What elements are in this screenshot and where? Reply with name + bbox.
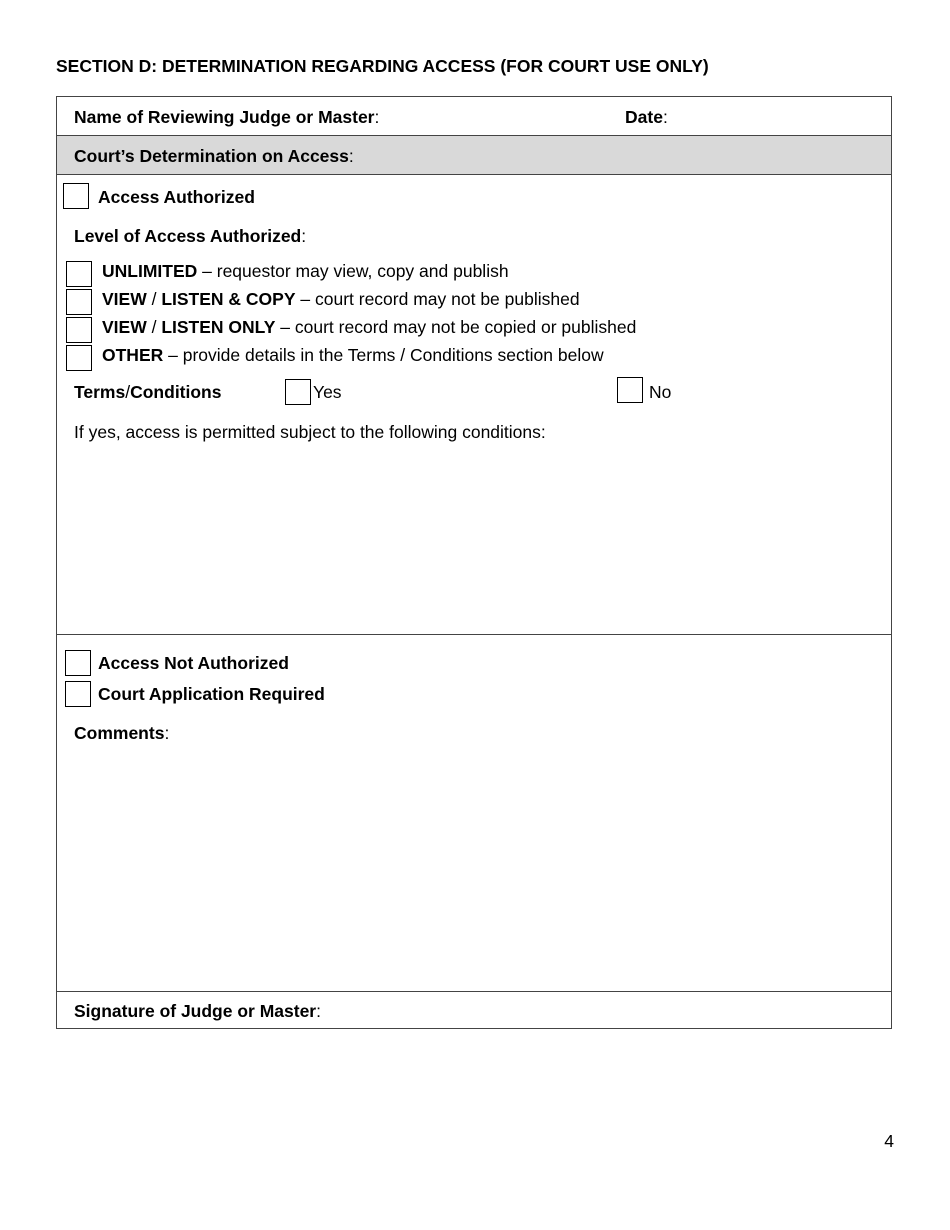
access-determination-form — [56, 96, 892, 1029]
level-of-access-heading — [74, 225, 306, 247]
conditions-entry-area[interactable] — [63, 449, 883, 629]
terms-no-checkbox[interactable] — [617, 377, 643, 403]
divider — [57, 135, 891, 136]
determination-label-wrap — [74, 145, 354, 167]
court-application-checkbox[interactable] — [65, 681, 91, 707]
unlimited-checkbox[interactable] — [66, 261, 92, 287]
colon: : — [374, 107, 380, 127]
date-field-label — [625, 106, 668, 128]
terms-conditions-label — [74, 381, 221, 403]
other-option — [102, 344, 604, 366]
divider — [57, 634, 891, 635]
conditions-label: Conditions — [130, 382, 222, 402]
date-label: Date — [625, 107, 663, 127]
divider — [57, 991, 891, 992]
signature-field-label — [74, 1000, 321, 1022]
access-not-authorized-label: Access Not Authorized — [98, 653, 289, 673]
view-listen-copy-option — [102, 288, 580, 310]
option-keyword: LISTEN & COPY — [161, 289, 296, 309]
option-description: – provide details in the Terms / Conditions section below — [163, 345, 604, 365]
view-listen-only-option — [102, 316, 636, 338]
option-keyword: LISTEN ONLY — [161, 317, 276, 337]
access-authorized-label: Access Authorized — [98, 187, 255, 207]
option-separator: / — [146, 289, 162, 309]
terms-label: Terms — [74, 382, 126, 402]
terms-no-label: No — [649, 382, 672, 402]
colon: : — [164, 723, 170, 743]
option-keyword: OTHER — [102, 345, 164, 365]
section-title: SECTION D: DETERMINATION REGARDING ACCESS (FOR COURT USE ONLY) — [56, 56, 709, 76]
colon: : — [348, 146, 354, 166]
divider — [57, 174, 891, 175]
access-not-authorized-checkbox[interactable] — [65, 650, 91, 676]
level-of-access-label: Level of Access Authorized — [74, 226, 302, 246]
view-listen-only-checkbox[interactable] — [66, 317, 92, 343]
view-listen-copy-checkbox[interactable] — [66, 289, 92, 315]
determination-label: Court’s Determination on Access — [74, 146, 349, 166]
terms-separator: / — [125, 382, 131, 402]
judge-name-field-label — [74, 106, 379, 128]
signature-label: Signature of Judge or Master — [74, 1001, 317, 1021]
page-number: 4 — [884, 1131, 894, 1151]
option-keyword: UNLIMITED — [102, 261, 198, 281]
option-keyword: VIEW — [102, 317, 147, 337]
conditions-note: If yes, access is permitted subject to the following conditions: — [74, 422, 546, 442]
option-description: – court record may not be published — [295, 289, 580, 309]
terms-yes-label: Yes — [313, 382, 342, 402]
unlimited-option — [102, 260, 509, 282]
other-checkbox[interactable] — [66, 345, 92, 371]
colon: : — [316, 1001, 321, 1021]
option-keyword: VIEW — [102, 289, 147, 309]
access-authorized-checkbox[interactable] — [63, 183, 89, 209]
option-description: – court record may not be copied or published — [275, 317, 637, 337]
option-description: – requestor may view, copy and publish — [197, 261, 509, 281]
terms-yes-checkbox[interactable] — [285, 379, 311, 405]
comments-heading — [74, 722, 169, 744]
comments-entry-area[interactable] — [63, 752, 883, 984]
colon: : — [662, 107, 668, 127]
judge-name-label: Name of Reviewing Judge or Master — [74, 107, 375, 127]
option-separator: / — [146, 317, 162, 337]
court-application-label: Court Application Required — [98, 684, 325, 704]
colon: : — [301, 226, 307, 246]
comments-label: Comments — [74, 723, 165, 743]
